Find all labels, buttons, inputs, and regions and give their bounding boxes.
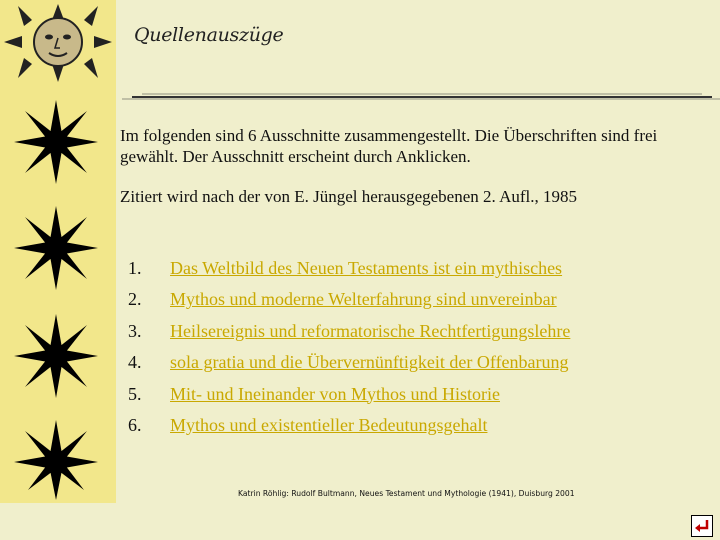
list-item bbox=[128, 289, 570, 320]
return-arrow-icon bbox=[692, 516, 712, 536]
intro-text: Im folgenden sind 6 Ausschnitte zusammengestellt. Die Überschriften sind frei gewählt. Der Ausschnitt erscheint durch Anklicken. bbox=[120, 126, 658, 166]
list-item bbox=[128, 384, 570, 415]
excerpt-link-1[interactable]: Das Weltbild des Neuen Testaments ist ein mythisches bbox=[170, 258, 563, 278]
excerpt-link-5[interactable]: Mit- und Ineinander von Mythos und Historie bbox=[170, 383, 500, 404]
sun-icon bbox=[12, 204, 100, 292]
list-item bbox=[128, 415, 570, 446]
excerpt-link-2[interactable]: Mythos und moderne Welterfahrung sind unvereinbar bbox=[170, 289, 557, 310]
list-item bbox=[128, 321, 570, 352]
citation-text: Zitiert wird nach der von E. Jüngel herausgegebenen 2. Aufl., 1985 bbox=[120, 187, 577, 206]
list-item bbox=[128, 352, 570, 383]
sun-icon bbox=[12, 418, 100, 502]
title-divider bbox=[122, 86, 720, 104]
excerpt-list bbox=[128, 258, 570, 446]
list-number: 3. bbox=[128, 320, 142, 341]
list-number: 6. bbox=[128, 414, 142, 435]
list-number: 2. bbox=[128, 289, 142, 310]
slide-title: Quellenauszüge bbox=[134, 24, 284, 46]
excerpt-link-6[interactable]: Mythos und existentieller Bedeutungsgehalt bbox=[170, 414, 488, 435]
footer-credit: Katrin Röhlig: Rudolf Bultmann, Neues Testament und Mythologie (1941), Duisburg 2001 bbox=[238, 489, 575, 498]
return-button[interactable] bbox=[691, 515, 713, 537]
list-item bbox=[128, 258, 570, 289]
sun-face-icon bbox=[2, 0, 114, 84]
list-number: 5. bbox=[128, 383, 142, 404]
list-number: 4. bbox=[128, 352, 142, 373]
list-number: 1. bbox=[128, 258, 142, 278]
sun-icon bbox=[12, 312, 100, 400]
excerpt-link-3[interactable]: Heilsereignis und reformatorische Rechtfertigungslehre bbox=[170, 320, 571, 341]
sun-icon bbox=[12, 98, 100, 186]
excerpt-link-4[interactable]: sola gratia und die Übervernünftigkeit der Offenbarung bbox=[170, 352, 569, 373]
